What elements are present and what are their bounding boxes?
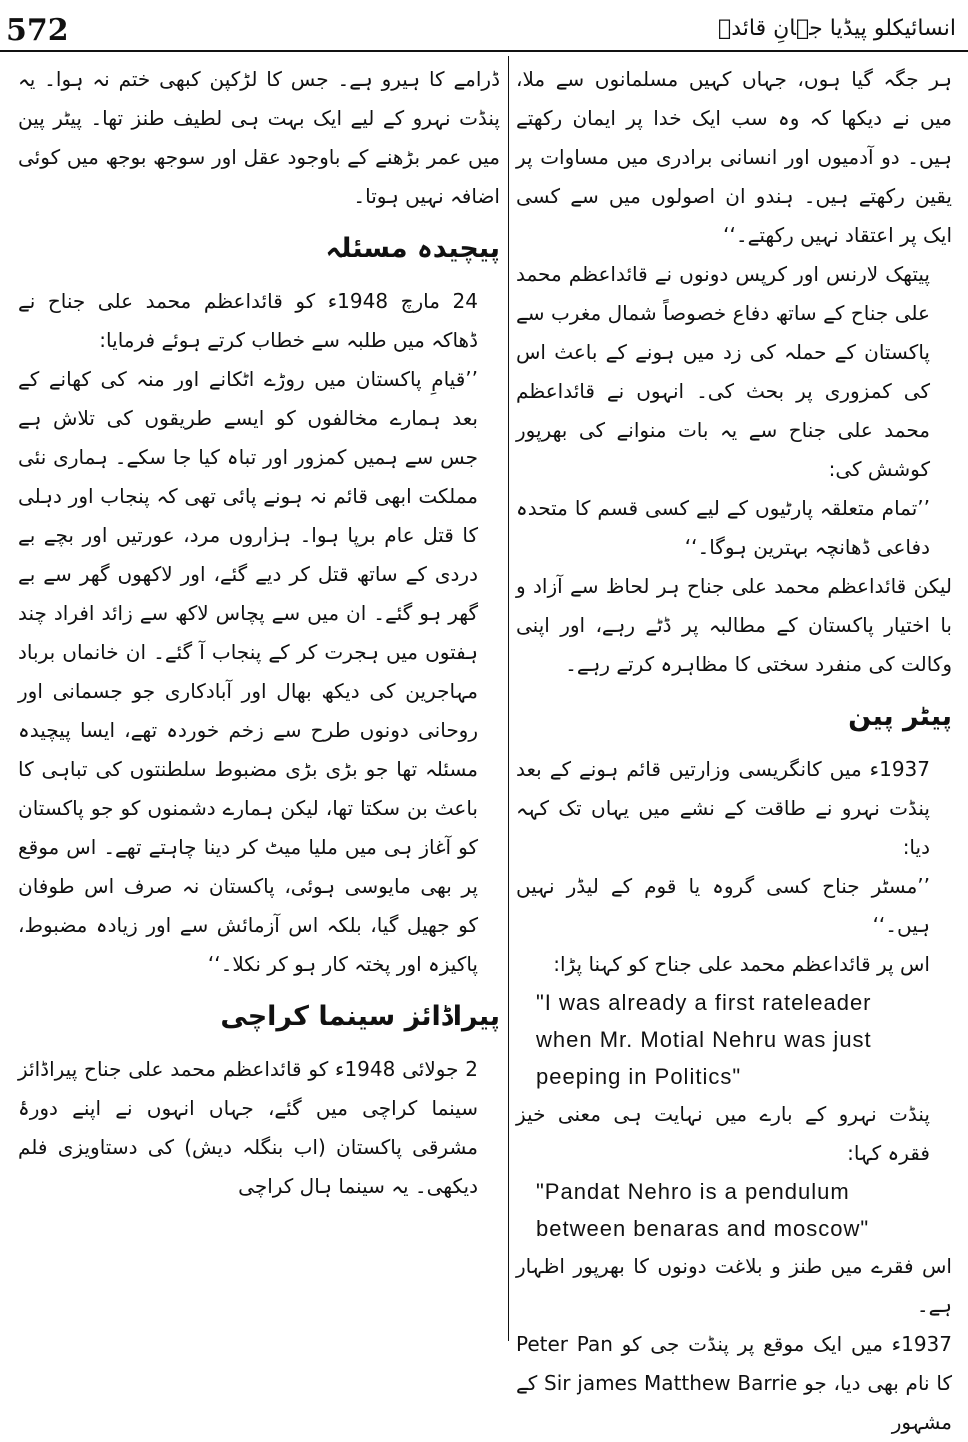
- paragraph-satire: اس فقرے میں طنز و بلاغت دونوں کا بھرپور اظہار ہے۔: [516, 1254, 952, 1317]
- column-divider: [508, 56, 509, 1341]
- paragraph-continued: ہر جگہ گیا ہوں، جہاں کہیں مسلمانوں سے ملا، میں نے دیکھا کہ وہ سب ایک خدا پر ایمان رکھتے ہیں۔ دو آدمیوں اور انسانی برادری میں مساوات پر یقین رکھتے ہیں۔ ہندو ان اصولوں میں سے کسی ایک پر اعتقاد نہیں رکھتے۔‘‘: [516, 67, 952, 247]
- english-quote-line: when Mr. Motial Nehru was just: [536, 1027, 872, 1052]
- english-quote-line: between benaras and moscow": [536, 1216, 870, 1241]
- paragraph-paradise-cinema: 2 جولائی 1948ء کو قائداعظم محمد علی جناح پیراڈائز سینما کراچی میں گئے، جہاں انہوں نے اپنے دورۂ مشرقی پاکستان (اب بنگلہ دیش) کی دستاویزی فلم دیکھی۔ یہ سینما ہال کراچی: [18, 1057, 478, 1198]
- running-header-title: انسائیکلو پیڈیا جہانِ قائدؒ: [718, 16, 956, 41]
- paragraph-drama-hero: ڈرامے کا ہیرو ہے۔ جس کا لڑکپن کبھی ختم نہ ہوا۔ یہ پنڈت نہرو کے لیے ایک بہت ہی لطیف طنز تھا۔ پیٹر پین میں عمر بڑھنے کے باوجود عقل اور سوجھ بوجھ میں کوئی اضافہ نہیں ہوتا۔: [18, 67, 500, 208]
- quote-nehru: ’’مسٹر جناح کسی گروہ یا قوم کے لیڈر نہیں ہیں۔‘‘: [516, 874, 930, 937]
- paragraph-pethick-lawrence: پیتھک لارنس اور کرپس دونوں نے قائداعظم محمد علی جناح کے ساتھ دفاع خصوصاً شمال مغرب سے پاکستان کے حملہ کی زد میں ہونے کے باعث اس کی کمزوری پر بحث کی۔ انہوں نے قائداعظم محمد علی جناح سے یہ بات منوانے کی بھرپور کوشش کی:: [516, 262, 930, 481]
- left-column: [18, 60, 500, 1206]
- english-quote-line: "Pandat Nehro is a pendulum: [536, 1179, 850, 1204]
- english-quote-pendulum: [536, 1173, 952, 1247]
- heading-complex-issue: پیچیدہ مسئلہ: [325, 233, 500, 264]
- header-rule: [0, 50, 968, 52]
- english-quote-line: peeping in Politics": [536, 1064, 742, 1089]
- quote-dhaka-speech: ’’قیامِ پاکستان میں روڑے اٹکانے اور منہ کی کھانے کے بعد ہمارے مخالفوں کو ایسے طریقوں کی تلاش ہے جس سے ہمیں کمزور اور تباہ کیا جا سکے۔ ہماری نئی مملکت ابھی قائم نہ ہونے پائی تھی کہ پنجاب اور دہلی کا قتل عام برپا ہوا۔ ہزاروں مرد، عورتیں اور بچے بے دردی کے ساتھ قتل کر دیے گئے، اور لاکھوں گھر سے بے گھر ہو گئے۔ ان میں سے پچاس لاکھ سے زائد افراد چند ہفتوں میں ہجرت کر کے پنجاب آ گئے۔ ان خانماں برباد مہاجرین کی دیکھ بھال اور آبادکاری جو جسمانی اور روحانی دونوں طرح سے زخم خوردہ تھے، ایسا پیچیدہ مسئلہ تھا جو بڑی بڑی مضبوط سلطنتوں کی تباہی کا باعث بن سکتا تھا، لیکن ہمارے دشمنوں کو جو پاکستان کو آغاز ہی میں ملیا میٹ کر دینا چاہتے تھے۔ اس موقع پر بھی مایوسی ہوئی، پاکستان نہ صرف اس طوفان کو جھیل گیا، بلکہ اس آزمائش سے اور زیادہ مضبوط، پاکیزہ اور پختہ کار ہو کر نکلا۔‘‘: [18, 367, 478, 976]
- paragraph-firm-stance: لیکن قائداعظم محمد علی جناح ہر لحاظ سے آزاد و با اختیار پاکستان کے مطالبہ پر ڈٹے رہے، اور اپنی وکالت کی منفرد سختی کا مظاہرہ کرتے رہے۔: [516, 574, 952, 676]
- english-quote-first-rate-leader: [536, 984, 952, 1095]
- page-number: 572: [6, 13, 69, 48]
- quote-defence: ’’تمام متعلقہ پارٹیوں کے لیے کسی قسم کا متحدہ دفاعی ڈھانچہ بہترین ہوگا۔‘‘: [516, 496, 930, 559]
- paragraph-dhaka-address: 24 مارچ 1948ء کو قائداعظم محمد علی جناح نے ڈھاکہ میں طلبہ سے خطاب کرتے ہوئے فرمایا:: [18, 289, 478, 352]
- paragraph-meaningful-phrase: پنڈت نہرو کے بارے میں نہایت ہی معنی خیز فقرہ کہا:: [516, 1102, 930, 1165]
- english-quote-line: "I was already a first rateleader: [536, 990, 872, 1015]
- paragraph-peter-pan-name: 1937ء میں ایک موقع پر پنڈت جی کو Peter Pan کا نام بھی دیا، جو Sir james Matthew Barrie کے مشہور: [516, 1332, 952, 1434]
- paragraph-jinnah-reply: اس پر قائداعظم محمد علی جناح کو کہنا پڑا:: [553, 952, 930, 976]
- heading-peter-pan: پیٹر پین: [848, 701, 952, 732]
- paragraph-1937-ministries: 1937ء میں کانگریسی وزارتیں قائم ہونے کے بعد پنڈت نہرو نے طاقت کے نشے میں یہاں تک کہہ دیا:: [516, 757, 930, 859]
- heading-paradise-cinema: پیراڈائز سینما کراچی: [220, 1001, 500, 1032]
- right-column: [516, 60, 952, 1442]
